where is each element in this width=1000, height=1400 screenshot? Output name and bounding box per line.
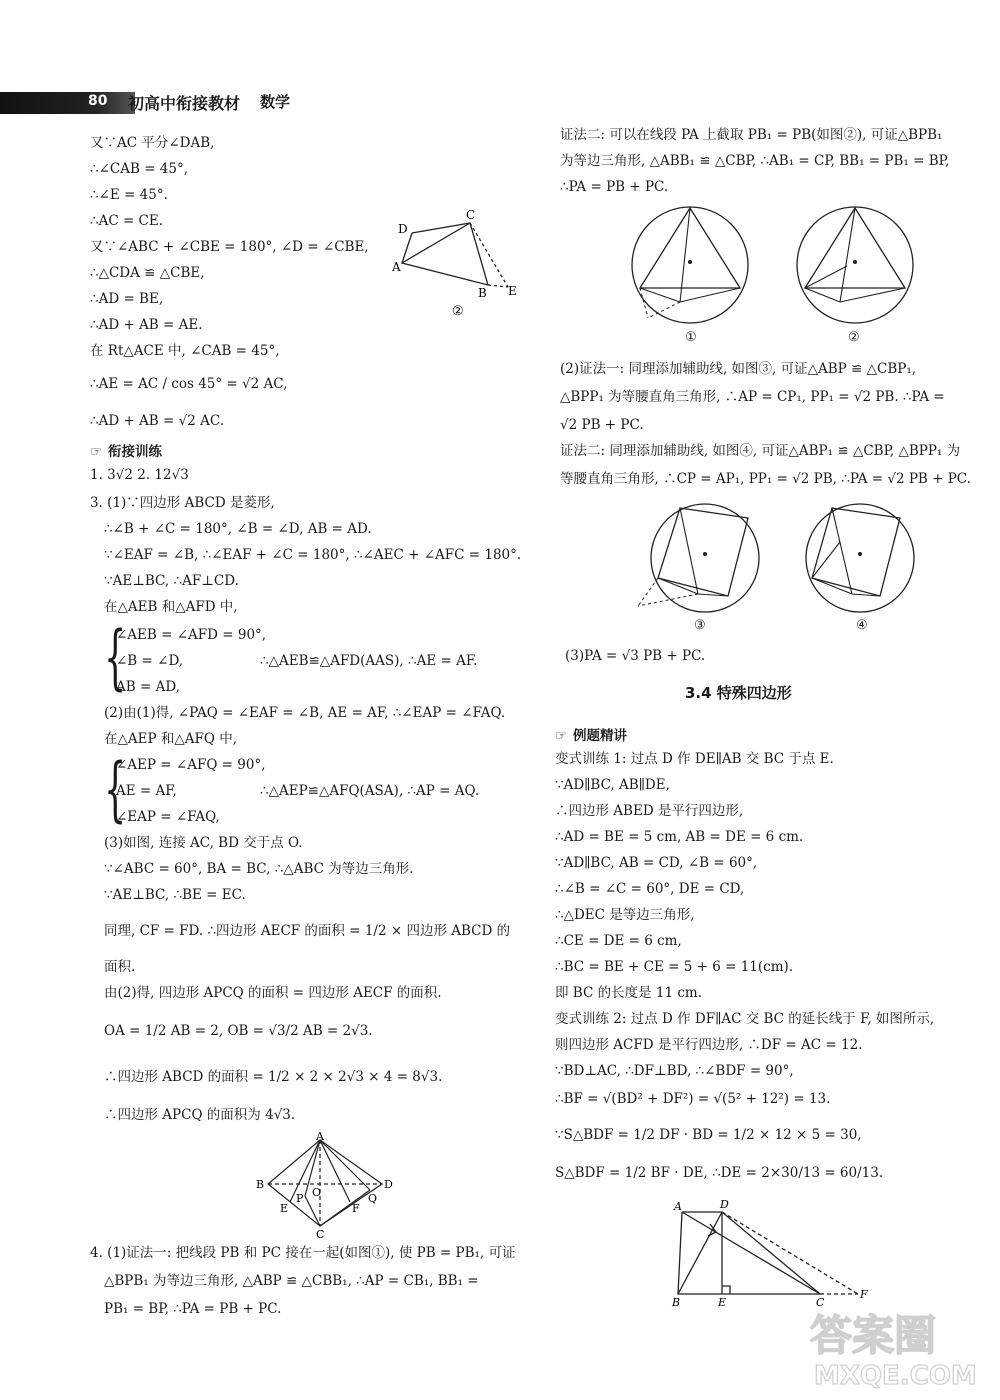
- vertex-label: D: [384, 1178, 393, 1191]
- text-line: ∴四边形 APCQ 的面积为 4√3.: [104, 1107, 296, 1123]
- vertex-label: C: [316, 1228, 325, 1241]
- text-line: △BPP₁ 为等腰直角三角形, ∴AP = CP₁, PP₁ = √2 PB. ∴PA =: [560, 389, 945, 405]
- svg-text:答案圈: 答案圈: [810, 1311, 937, 1360]
- text-line: PB₁ = BP, ∴PA = PB + PC.: [104, 1301, 282, 1317]
- text-line: ∴PA = PB + PC.: [560, 179, 669, 195]
- vertex-label: A: [316, 1130, 324, 1143]
- section-examples-label: 例题精讲: [573, 728, 627, 744]
- text-line: (2)证法一: 同理添加辅助线, 如图③, 可证△ABP ≌ △CBP₁,: [560, 361, 917, 377]
- text-line: ∵S△BDF = 1/2 DF · BD = 1/2 × 12 × 5 = 30,: [555, 1127, 862, 1143]
- text-line: 又∵∠ABC + ∠CBE = 180°, ∠D = ∠CBE,: [90, 239, 369, 255]
- trapezoid-figure: [668, 1198, 878, 1310]
- vertex-label: F: [860, 1288, 868, 1301]
- text-line: 变式训练 2: 过点 D 作 DF∥AC 交 BC 的延长线于 F, 如图所示,: [555, 1011, 935, 1027]
- text-line: ∴AD = BE = 5 cm, AB = DE = 6 cm.: [555, 829, 804, 845]
- text-line: 又∵AC 平分∠DAB,: [90, 135, 215, 151]
- text-line: 面积.: [104, 959, 136, 975]
- text-line: ∵BD⊥AC, ∴DF⊥BD, ∴∠BDF = 90°,: [555, 1063, 794, 1079]
- text-line: ∴△CDA ≌ △CBE,: [90, 265, 205, 281]
- text-line: (3)如图, 连接 AC, BD 交于点 O.: [104, 835, 303, 851]
- text-line: ∴四边形 ABCD 的面积 = 1/2 × 2 × 2√3 × 4 = 8√3.: [104, 1069, 443, 1085]
- circle-figure-4: [800, 496, 930, 636]
- text-line: AE = AF,: [116, 783, 177, 799]
- text-line: ∴四边形 ABED 是平行四边形,: [555, 803, 744, 819]
- vertex-label: B: [478, 286, 487, 300]
- text-line: ∵AD∥BC, AB∥DE,: [555, 777, 670, 793]
- text-line: S△BDF = 1/2 BF · DE, ∴DE = 2×30/13 = 60/13.: [555, 1165, 884, 1181]
- header-bar: [0, 92, 135, 114]
- vertex-label: E: [718, 1296, 727, 1309]
- text-line: 则四边形 ACFD 是平行四边形, ∴DF = AC = 12.: [555, 1037, 863, 1053]
- figure-caption: ③: [694, 618, 706, 633]
- text-line: 证法二: 同理添加辅助线, 如图④, 可证△ABP₁ ≌ △CBP, △BPP₁ 为: [560, 443, 961, 459]
- answers-1-2: 1. 3√2 2. 12√3: [90, 467, 189, 483]
- text-line: √2 PB + PC.: [560, 417, 644, 433]
- section-examples: [555, 724, 627, 744]
- text-line: ∵AD∥BC, AB = CD, ∠B = 60°,: [555, 855, 758, 871]
- vertex-label: A: [674, 1200, 682, 1213]
- vertex-label: P: [296, 1192, 304, 1205]
- text-line: OA = 1/2 AB = 2, OB = √3/2 AB = 2√3.: [104, 1023, 373, 1039]
- vertex-label: E: [508, 284, 517, 298]
- vertex-label: O: [312, 1186, 322, 1199]
- text-line: ∵AE⊥BC, ∴BE = EC.: [104, 887, 246, 903]
- text-line: ∴AD = BE,: [90, 291, 164, 307]
- text-line: AB = AD,: [116, 679, 180, 695]
- book-title: 初高中衔接教材: [128, 94, 241, 113]
- text-line: 在△AEP 和△AFQ 中,: [104, 731, 238, 747]
- text-line: (2)由(1)得, ∠PAQ = ∠EAF = ∠B, AE = AF, ∴∠EAP = ∠FAQ.: [104, 705, 506, 721]
- text-line: ∴AC = CE.: [90, 213, 164, 229]
- rhombus-figure: [250, 1130, 400, 1241]
- text-line: 同理, CF = FD. ∴四边形 AECF 的面积 = 1/2 × 四边形 ABCD 的: [104, 923, 511, 939]
- text-line: 证法二: 可以在线段 PA 上截取 PB₁ = PB(如图②), 可证△BPB₁: [560, 127, 943, 143]
- text-line: 即 BC 的长度是 11 cm.: [555, 985, 702, 1001]
- text-line: 在△AEB 和△AFD 中,: [104, 599, 238, 615]
- text-line: ∴△AEP≌△AFQ(ASA), ∴AP = AQ.: [260, 783, 480, 799]
- vertex-label: F: [352, 1202, 360, 1215]
- vertex-label: B: [256, 1178, 265, 1191]
- vertex-label: C: [816, 1296, 825, 1309]
- text-line: ∴∠B = ∠C = 60°, DE = CD,: [555, 881, 745, 897]
- text-line: ∴CE = DE = 6 cm,: [555, 933, 682, 949]
- text-line: △BPB₁ 为等边三角形, △ABP ≌ △CBB₁, ∴AP = CB₁, BB₁ =: [104, 1273, 479, 1289]
- text-line: ∠AEP = ∠AFQ = 90°,: [116, 757, 266, 773]
- text-line: ∴△AEB≌△AFD(AAS), ∴AE = AF.: [260, 653, 478, 669]
- section-title: 3.4 特殊四边形: [685, 684, 792, 702]
- watermark-logo: [802, 1300, 992, 1390]
- svg-text:MXQE.COM: MXQE.COM: [814, 1361, 977, 1391]
- vertex-label: A: [392, 260, 401, 274]
- circle-figure-1: [630, 200, 760, 350]
- text-line: ∴AD + AB = AE.: [90, 317, 203, 333]
- vertex-label: Q: [368, 1192, 378, 1205]
- page-number: 80: [88, 93, 108, 109]
- circle-figure-3: [630, 496, 760, 636]
- text-line: ∴BC = BE + CE = 5 + 6 = 11(cm).: [555, 959, 794, 975]
- vertex-label: D: [720, 1198, 729, 1211]
- figure-caption: ②: [848, 330, 860, 345]
- vertex-label: E: [280, 1202, 289, 1215]
- answer-3: (3)PA = √3 PB + PC.: [565, 648, 706, 664]
- text-line: 等腰直角三角形, ∴CP = AP₁, PP₁ = √2 PB, ∴PA = √2 PB + PC.: [560, 471, 971, 487]
- text-line: 4. (1)证法一: 把线段 PB 和 PC 接在一起(如图①), 使 PB = PB₁, 可证: [90, 1245, 516, 1261]
- vertex-label: C: [466, 208, 476, 222]
- text-line: ∵∠EAF = ∠B, ∴∠EAF + ∠C = 180°, ∴∠AEC + ∠AFC = 180°.: [104, 547, 522, 563]
- vertex-label: B: [672, 1296, 681, 1309]
- text-line: ∠AEB = ∠AFD = 90°,: [116, 627, 267, 643]
- brace-icon: {: [104, 616, 127, 698]
- text-line: ∴AE = AC / cos 45° = √2 AC,: [90, 376, 288, 392]
- text-line: ∴△DEC 是等边三角形,: [555, 907, 695, 923]
- section-practice-label: 衔接训练: [108, 444, 162, 460]
- text-line: ∵AE⊥BC, ∴AF⊥CD.: [104, 573, 239, 589]
- vertex-label: D: [398, 222, 408, 236]
- quadrilateral-figure: [390, 205, 525, 325]
- text-line: ∴∠B + ∠C = 180°, ∠B = ∠D, AB = AD.: [104, 521, 372, 537]
- brace-icon: {: [104, 748, 127, 830]
- text-line: ∠B = ∠D,: [116, 653, 184, 669]
- section-practice: [90, 440, 162, 460]
- text-line: ∴∠E = 45°.: [90, 187, 168, 203]
- text-line: 变式训练 1: 过点 D 作 DE∥AB 交 BC 于点 E.: [555, 751, 834, 767]
- circle-figure-2: [795, 200, 925, 350]
- figure-caption: ④: [856, 618, 868, 633]
- figure-caption: ①: [685, 330, 697, 345]
- pointing-hand-icon: ☞: [90, 444, 103, 460]
- text-line: ∠EAP = ∠FAQ,: [116, 809, 220, 825]
- text-line: 为等边三角形, △ABB₁ ≌ △CBP, ∴AB₁ = CP, BB₁ = PB₁ = BP,: [560, 153, 950, 169]
- pointing-hand-icon: ☞: [555, 728, 568, 744]
- text-line: 3. (1)∵四边形 ABCD 是菱形,: [90, 495, 275, 511]
- text-line: ∴BF = √(BD² + DF²) = √(5² + 12²) = 13.: [555, 1091, 831, 1107]
- text-line: ∴∠CAB = 45°,: [90, 161, 189, 177]
- text-line: ∵∠ABC = 60°, BA = BC, ∴△ABC 为等边三角形.: [104, 861, 414, 877]
- text-line: ∴AD + AB = √2 AC.: [90, 413, 224, 429]
- figure-number: ②: [452, 304, 464, 319]
- text-line: 在 Rt△ACE 中, ∠CAB = 45°,: [90, 343, 280, 359]
- text-line: 由(2)得, 四边形 APCQ 的面积 = 四边形 AECF 的面积.: [104, 985, 442, 1001]
- subject-label: 数学: [260, 93, 291, 111]
